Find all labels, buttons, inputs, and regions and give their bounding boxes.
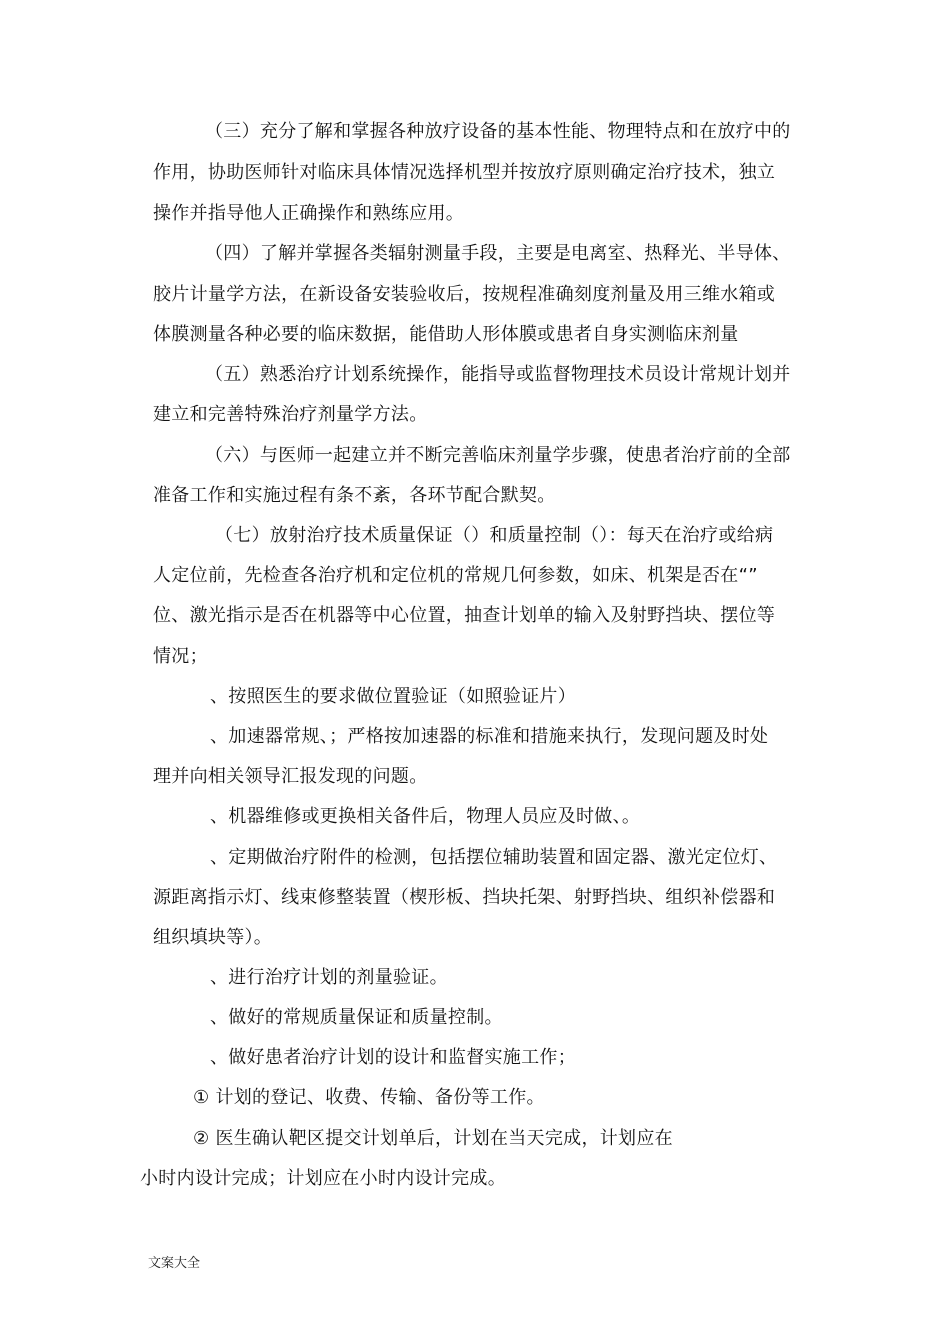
- subitem-2-line-2: 小时内设计完成；计划应在小时内设计完成。: [140, 1168, 506, 1189]
- item-plan-design: 、做好患者治疗计划的设计和监督实施工作；: [210, 1047, 576, 1068]
- item-accessories-line-2: 源距离指示灯、线束修整装置（楔形板、挡块托架、射野挡块、组织补偿器和: [153, 887, 776, 908]
- item-accelerator-line-2: 理并向相关领导汇报发现的问题。: [153, 766, 428, 787]
- item-dose-verification: 、进行治疗计划的剂量验证。: [210, 967, 448, 988]
- paragraph-3-line-1: （三）充分了解和掌握各种放疗设备的基本性能、物理特点和在放疗中的: [205, 121, 791, 142]
- footer-text: 文案大全: [148, 1256, 201, 1271]
- paragraph-4-line-3: 体膜测量各种必要的临床数据，能借助人形体膜或患者自身实测临床剂量: [153, 324, 739, 345]
- paragraph-6-line-1: （六）与医师一起建立并不断完善临床剂量学步骤，使患者治疗前的全部: [205, 445, 791, 466]
- subitem-1: ① 计划的登记、收费、传输、备份等工作。: [193, 1087, 545, 1108]
- paragraph-5-line-2: 建立和完善特殊治疗剂量学方法。: [153, 404, 428, 425]
- paragraph-7-line-3: 位、激光指示是否在机器等中心位置，抽查计划单的输入及射野挡块、摆位等: [153, 605, 776, 626]
- item-accelerator-line-1: 、加速器常规、；严格按加速器的标准和措施来执行，发现问题及时处: [210, 726, 769, 747]
- item-position-verification: 、按照医生的要求做位置验证（如照验证片）: [210, 686, 576, 707]
- paragraph-6-line-2: 准备工作和实施过程有条不紊，各环节配合默契。: [153, 485, 556, 506]
- subitem-2-line-1: ② 医生确认靶区提交计划单后，计划在当天完成，计划应在: [193, 1128, 673, 1149]
- item-routine-qa: 、做好的常规质量保证和质量控制。: [210, 1007, 503, 1028]
- paragraph-7-line-1: （七）放射治疗技术质量保证（）和质量控制（）：每天在治疗或给病: [215, 525, 774, 546]
- paragraph-7-line-2: 人定位前，先检查各治疗机和定位机的常规几何参数，如床、机架是否在“”: [153, 565, 758, 586]
- paragraph-7-line-4: 情况；: [153, 646, 208, 667]
- paragraph-3-line-3: 操作并指导他人正确操作和熟练应用。: [153, 203, 465, 224]
- paragraph-4-line-2: 胶片计量学方法，在新设备安装验收后，按规程准确刻度剂量及用三维水箱或: [153, 284, 776, 305]
- item-accessories-line-1: 、定期做治疗附件的检测，包括摆位辅助装置和固定器、激光定位灯、: [210, 847, 778, 868]
- paragraph-4-line-1: （四）了解并掌握各类辐射测量手段，主要是电离室、热释光、半导体、: [205, 243, 791, 264]
- item-accessories-line-3: 组织填块等）。: [153, 927, 273, 948]
- paragraph-3-line-2: 作用，协助医师针对临床具体情况选择机型并按放疗原则确定治疗技术，独立: [153, 162, 776, 183]
- item-maintenance: 、机器维修或更换相关备件后，物理人员应及时做、。: [210, 806, 641, 827]
- paragraph-5-line-1: （五）熟悉治疗计划系统操作，能指导或监督物理技术员设计常规计划并: [205, 364, 791, 385]
